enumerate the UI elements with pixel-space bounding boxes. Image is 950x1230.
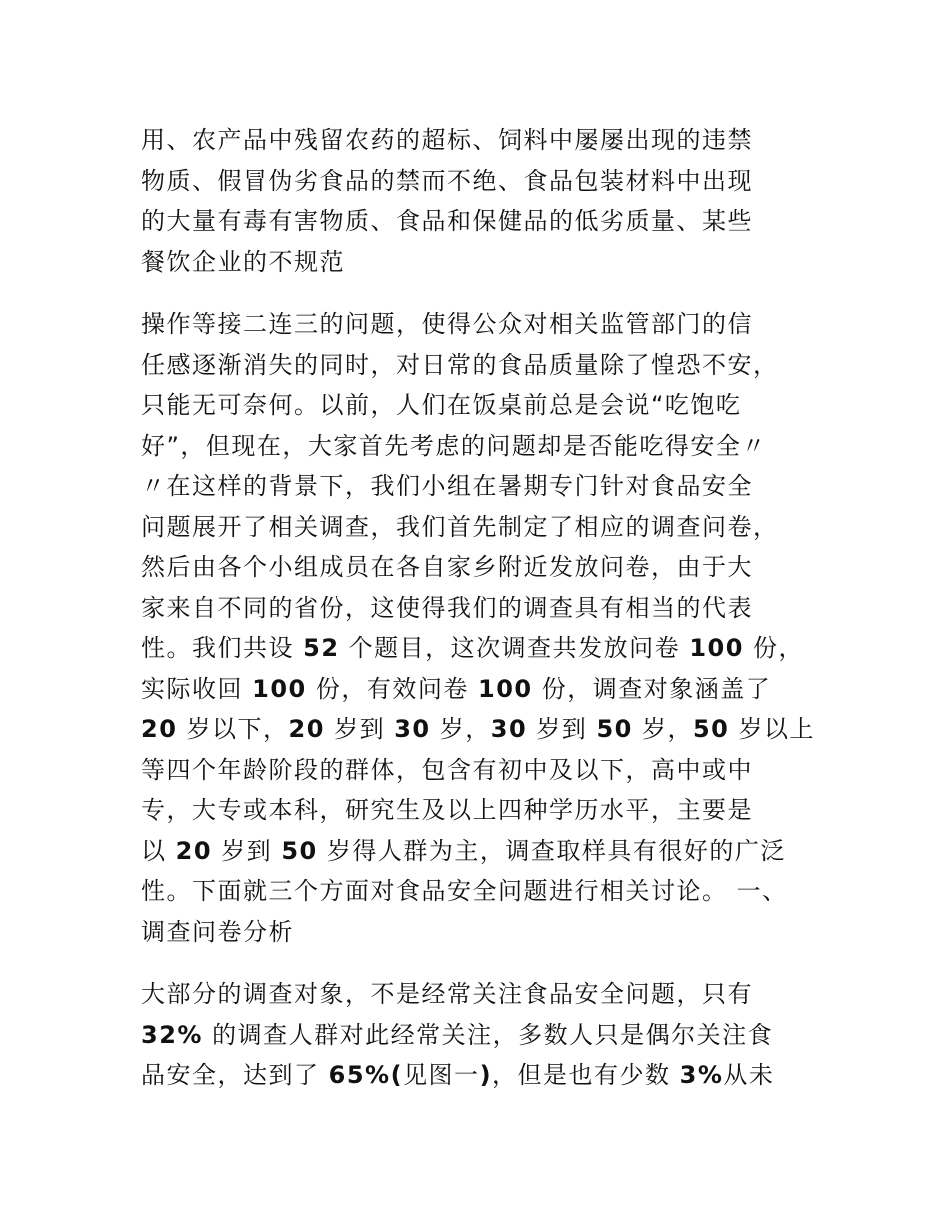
text-line: 32% 的调查人群对此经常关注，多数人只是偶尔关注食: [141, 1020, 774, 1049]
text-line: 调查问卷分析: [141, 917, 294, 946]
text-line: 〃在这样的背景下，我们小组在暑期专门针对食品安全: [141, 472, 753, 500]
text-line: 用、农产品中残留农药的超标、饲料中屡屡出现的违禁: [141, 126, 753, 154]
text-line: 操作等接二连三的问题，使得公众对相关监管部门的信: [141, 310, 753, 338]
text-line: 好”，但现在，大家首先考虑的问题却是否能吃得安全〃: [141, 431, 767, 460]
text-line: 20 岁以下，20 岁到 30 岁，30 岁到 50 岁，50 岁以上: [141, 715, 816, 743]
text-line: 然后由各个小组成员在各自家乡附近发放问卷，由于大: [141, 553, 753, 581]
text-line: 的大量有毒有害物质、食品和保健品的低劣质量、某些: [141, 207, 753, 235]
text-line: 任感逐渐消失的同时，对日常的食品质量除了惶恐不安，: [141, 350, 779, 379]
text-line: 物质、假冒伪劣食品的禁而不绝、食品包装材料中出现: [141, 166, 753, 195]
text-line: 问题展开了相关调查，我们首先制定了相应的调查问卷，: [141, 512, 779, 541]
text-line: 专，大专或本科，研究生及以上四种学历水平，主要是: [141, 796, 753, 824]
text-line: 等四个年龄阶段的群体，包含有初中及以下，高中或中: [141, 755, 753, 784]
text-line: 品安全，达到了 65%(见图一)，但是也有少数 3%从未: [141, 1061, 775, 1089]
text-line: 实际收回 100 份，有效问卷 100 份，调查对象涵盖了: [141, 674, 772, 703]
text-line: 只能无可奈何。以前，人们在饭桌前总是会说“吃饱吃: [141, 391, 742, 419]
paragraph-2: [141, 304, 821, 952]
text-line: 餐饮企业的不规范: [141, 247, 345, 276]
text-line: 性。下面就三个方面对食品安全问题进行相关讨论。 一、: [141, 877, 788, 905]
text-line: 以 20 岁到 50 岁得人群为主，调查取样具有很好的广泛: [141, 836, 786, 865]
paragraph-1: [141, 120, 821, 282]
text-line: 大部分的调查对象，不是经常关注食品安全问题，只有: [141, 980, 753, 1008]
document-page: [141, 120, 821, 1118]
text-line: 家来自不同的省份，这使得我们的调查具有相当的代表: [141, 593, 753, 622]
paragraph-3: [141, 974, 821, 1096]
text-line: 性。我们共设 52 个题目，这次调查共发放问卷 100 份，: [141, 634, 805, 662]
